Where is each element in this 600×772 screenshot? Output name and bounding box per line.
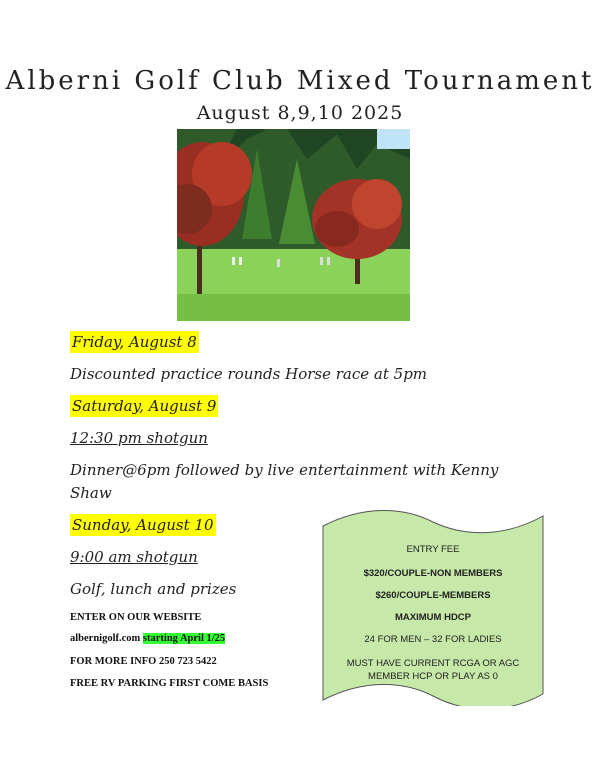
friday-heading: Friday, August 8: [72, 333, 197, 351]
friday-details: Discounted practice rounds Horse race at 5pm: [70, 365, 428, 383]
starting-date: starting April 1/25: [142, 633, 226, 644]
rcga-line1: MUST HAVE CURRENT RCGA OR AGC: [346, 658, 520, 669]
website-line: [70, 633, 225, 644]
sunday-heading: Sunday, August 10: [72, 516, 214, 534]
website-link[interactable]: albernigolf.com: [70, 633, 141, 644]
saturday-heading: Saturday, August 9: [72, 397, 217, 415]
max-hdcp: MAXIMUM HDCP: [395, 612, 471, 623]
enter-website: ENTER ON OUR WEBSITE: [70, 612, 202, 623]
fee-non-members: $320/COUPLE-NON MEMBERS: [363, 568, 503, 579]
saturday-shotgun: 12:30 pm shotgun: [70, 429, 208, 447]
more-info: FOR MORE INFO 250 723 5422: [70, 656, 217, 667]
entry-fee-label: ENTRY FEE: [406, 544, 460, 555]
saturday-dinner-line2: Shaw: [70, 484, 112, 502]
fee-members: $260/COUPLE-MEMBERS: [375, 590, 491, 601]
rcga-line2: MEMBER HCP OR PLAY AS 0: [368, 671, 498, 682]
event-dates: August 8,9,10 2025: [196, 102, 404, 124]
golf-course-photo: [177, 129, 410, 321]
sunday-shotgun: 9:00 am shotgun: [70, 548, 198, 566]
saturday-dinner-line1: Dinner@6pm followed by live entertainment with Kenny: [70, 461, 499, 479]
rv-parking: FREE RV PARKING FIRST COME BASIS: [70, 678, 269, 689]
sunday-details: Golf, lunch and prizes: [70, 580, 237, 598]
event-title: Alberni Golf Club Mixed Tournament: [5, 66, 595, 96]
hdcp-detail: 24 FOR MEN – 32 FOR LADIES: [364, 634, 502, 645]
